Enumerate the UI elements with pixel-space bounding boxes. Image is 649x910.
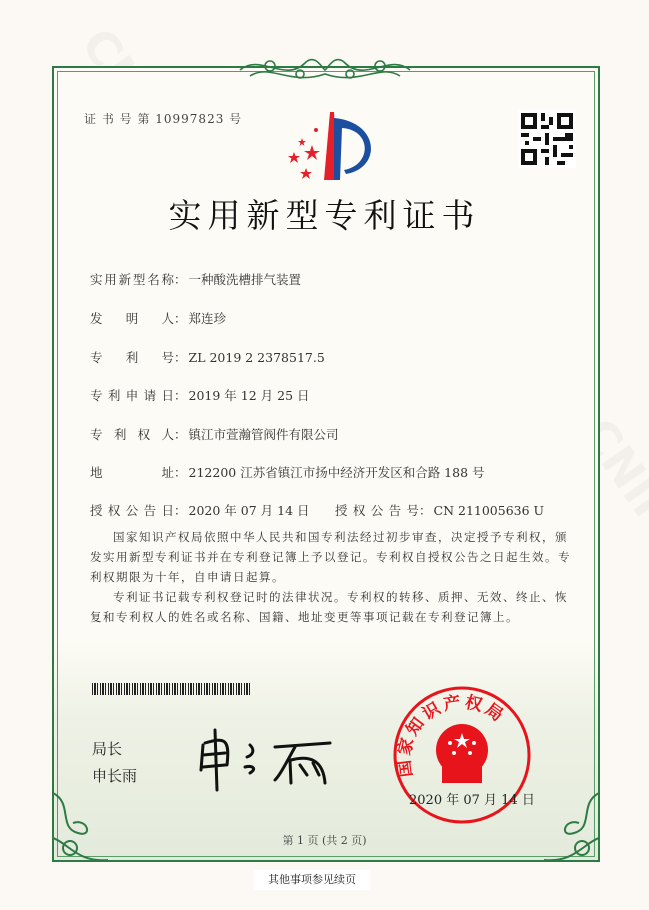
paragraph: 国家知识产权局依照中华人民共和国专利法经过初步审查，决定授予专利权，颁发实用新型专利证书并在专利登记簿上予以登记。专利权自授权公告之日起生效。专利权期限为十年，自申请日起算。	[90, 530, 571, 584]
field-announcement-number: 授权公告号： CN 211005636 U	[335, 503, 545, 518]
certificate-number: 证 书 号 第 10997823 号	[84, 112, 243, 126]
field-grant-date: 授权公告日： 2020 年 07 月 14 日	[90, 503, 310, 518]
page-title: 实用新型专利证书	[168, 196, 481, 235]
corner-ornament-icon	[48, 788, 118, 868]
certificate-text	[90, 527, 572, 627]
field-patent-number: 专利号： ZL 2019 2 2378517.5	[90, 350, 325, 365]
footer-note: 其他事项参见续页	[254, 870, 370, 890]
signature-icon	[195, 725, 335, 795]
field-utility-model-name: 实用新型名称： 一种酸洗槽排气装置	[90, 272, 302, 287]
corner-ornament-icon	[534, 788, 604, 868]
field-application-date: 专利申请日： 2019 年 12 月 25 日	[90, 388, 310, 403]
director-name: 申长雨	[92, 767, 138, 785]
field-address: 地址： 212200 江苏省镇江市扬中经济开发区和合路 188 号	[90, 465, 485, 480]
paragraph: 专利证书记载专利权登记时的法律状况。专利权的转移、质押、无效、终止、恢复和专利权人的姓名或名称、国籍、地址变更等事项记载在专利登记簿上。	[90, 590, 568, 624]
seal-date: 2020 年 07 月 14 日	[409, 793, 535, 808]
top-ornament-icon	[230, 48, 420, 88]
cnipa-logo-icon	[272, 110, 382, 185]
page-number: 第 1 页 (共 2 页)	[282, 834, 367, 847]
field-inventor: 发明人： 郑连珍	[90, 311, 227, 326]
director-title: 局长	[92, 740, 123, 758]
barcode	[92, 683, 250, 695]
field-patentee: 专利权人： 镇江市萱瀚管阀件有限公司	[90, 427, 339, 442]
qr-code	[518, 110, 576, 168]
svg-text:国家知识产权局: 国家知识产权局	[394, 692, 509, 779]
